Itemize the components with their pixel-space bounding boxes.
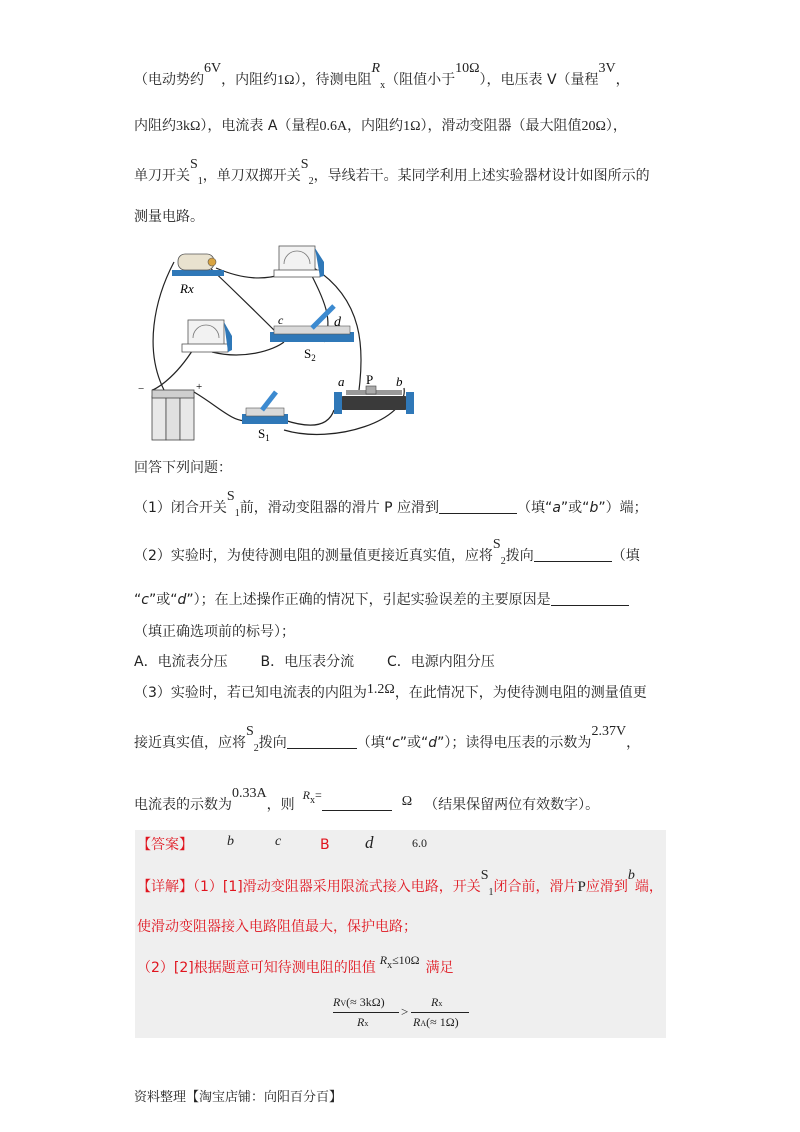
label-b: b	[396, 374, 403, 389]
label-s1: $S_1$	[258, 426, 270, 443]
text: （结果保留两位有效数字）。	[424, 797, 600, 813]
label-c: c	[278, 313, 284, 327]
s2-subscript: 2	[308, 176, 314, 187]
switch-s1	[242, 392, 288, 443]
s1-symbol: S	[226, 489, 235, 504]
option-b-text: B．电压表分流	[260, 654, 355, 670]
rx-symbol: R	[302, 788, 310, 802]
text: 拨向	[258, 735, 287, 751]
text: ，则	[266, 797, 295, 813]
ammeter	[274, 246, 324, 277]
emf-value: 6V	[204, 61, 222, 76]
text: ”）端；	[598, 500, 648, 516]
greater-than: >	[401, 1004, 409, 1019]
rv-approx: (≈ 3kΩ)	[346, 995, 385, 1009]
intro-line-4: 测量电路。	[134, 209, 204, 225]
rx-symbol: R	[357, 1015, 365, 1029]
text: ，单刀双掷开关	[202, 168, 301, 184]
text: ”）；在上述操作正确的情况下，引起实验误差的主要原因是	[186, 592, 551, 608]
question-2-line-2	[134, 590, 629, 610]
label-s2: $S_2$	[304, 346, 316, 363]
rv-symbol: R	[333, 995, 341, 1009]
rv-subscript: V	[340, 999, 347, 1008]
option-a-text: A．电流表分压	[134, 654, 228, 670]
question-3-line-2	[134, 724, 641, 755]
ammeter-range: 0.6A	[319, 119, 348, 134]
text: ”或“	[399, 735, 429, 751]
answer-2: c	[275, 834, 282, 849]
text: 前，滑动变阻器的滑片 P 应滑到	[239, 500, 440, 516]
intro-line-2	[134, 116, 627, 137]
answer-blank[interactable]	[551, 591, 629, 606]
text: （填“	[517, 500, 553, 516]
rx-condition: ≤10Ω	[392, 953, 420, 967]
text: （1）[1]滑动变阻器采用限流式接入电路，开关	[193, 879, 481, 895]
text: “	[134, 592, 142, 608]
option-b: b	[589, 500, 599, 516]
ra-approx: (≈ 1Ω)	[426, 1015, 459, 1029]
text: ，内阻约	[347, 118, 404, 134]
rx-subscript: x	[438, 999, 443, 1008]
rx-subscript: x	[387, 960, 393, 971]
ra-symbol: R	[413, 1015, 421, 1029]
text: （阻值小于	[385, 72, 456, 88]
text: ，	[626, 735, 641, 751]
s2-symbol: S	[246, 724, 254, 739]
s1-symbol: S	[190, 157, 198, 172]
answer-blank[interactable]	[534, 547, 612, 562]
fraction-2-numerator	[431, 995, 442, 1010]
text: ”或“	[560, 500, 590, 516]
s1-symbol: S	[480, 868, 489, 883]
answer-4: d	[365, 833, 374, 852]
text: （电动势约	[134, 72, 204, 88]
voltmeter-range: 3V	[598, 61, 616, 76]
answer-blank[interactable]	[439, 499, 517, 514]
s2-subscript: 2	[253, 743, 259, 754]
detail-line-3	[137, 953, 454, 980]
s1-subscript: 1	[488, 887, 494, 898]
label-p: P	[366, 372, 374, 387]
resistor-rx	[172, 254, 224, 296]
text: ”）；读得电压表的示数为	[437, 735, 592, 751]
label-plus: +	[196, 381, 203, 393]
voltage-reading: 2.37V	[591, 724, 627, 739]
rx-max: 10Ω	[455, 61, 480, 76]
inequality-formula	[333, 995, 473, 1035]
text: 单刀开关	[134, 168, 190, 184]
text: 内阻约	[134, 118, 176, 134]
option-d: d	[177, 592, 187, 608]
text: （填“	[356, 735, 393, 751]
internal-resistance: 1Ω	[277, 73, 295, 88]
answer-prompt: 回答下列问题：	[134, 460, 232, 476]
text: 拨向	[505, 548, 534, 564]
label-minus: −	[138, 383, 145, 395]
text: ，	[615, 72, 630, 88]
ammeter-resistance: 1.2Ω	[366, 682, 395, 697]
label-a: a	[338, 374, 345, 389]
text: （1）闭合开关	[134, 500, 227, 516]
rx-subscript: x	[309, 795, 315, 806]
voltmeter-resistance: 3kΩ	[176, 119, 201, 134]
footer-source: 资料整理【淘宝店铺：向阳百分百】	[134, 1090, 343, 1105]
text: 闭合前，滑片	[493, 879, 578, 895]
text: （2）实验时，为使待测电阻的测量值更接近真实值，应将	[134, 548, 493, 564]
slider-p: P	[577, 879, 586, 895]
question-1	[134, 489, 648, 520]
battery	[138, 381, 202, 440]
answer-3: B	[320, 837, 330, 853]
end-b: b	[627, 868, 635, 883]
s2-subscript: 2	[500, 556, 506, 567]
circuit-figure	[134, 240, 434, 450]
question-2-options	[134, 652, 495, 672]
current-reading: 0.33A	[232, 786, 267, 801]
intro-line-1	[134, 61, 630, 92]
detail-line-1	[137, 868, 663, 899]
detail-label: 【详解】	[137, 879, 193, 895]
label-d: d	[334, 315, 341, 330]
text: 接近真实值，应将	[134, 735, 246, 751]
voltmeter	[182, 320, 232, 352]
answer-1: b	[227, 834, 234, 849]
text: ），滑动变阻器（最大阻值	[420, 118, 582, 134]
text: ”或“	[148, 592, 178, 608]
option-c-text: C．电源内阻分压	[387, 654, 495, 670]
text: （3）实验时，若已知电流表的内阻为	[134, 685, 367, 701]
answer-blank[interactable]	[287, 734, 357, 749]
answer-label: 【答案】	[137, 837, 193, 853]
text: ），	[605, 118, 627, 134]
s2-symbol: S	[492, 537, 501, 552]
text: （填	[611, 548, 640, 564]
fraction-2-denominator	[413, 1015, 459, 1030]
s1-subscript: 1	[197, 176, 203, 187]
text: 满足	[425, 960, 454, 976]
rx-symbol: R	[431, 995, 439, 1009]
ammeter-resistance: 1Ω	[403, 119, 421, 134]
label-rx: Rx	[180, 281, 194, 296]
option-c: c	[141, 592, 149, 608]
answer-5: 6.0	[412, 836, 427, 850]
text: ），电流表 A（量程	[200, 118, 320, 134]
rx-subscript: x	[364, 1019, 369, 1028]
fraction-1-bar	[333, 1012, 399, 1013]
equals-sign: =	[314, 788, 322, 802]
text: ），待测电阻	[294, 72, 372, 88]
text: ，在此情况下，为使待测电阻的测量值更	[394, 685, 647, 701]
rx-symbol: R	[379, 953, 388, 967]
fraction-1-denominator	[357, 1015, 368, 1030]
rheostat	[334, 372, 414, 414]
rheostat-max: 20Ω	[581, 119, 606, 134]
s2-symbol: S	[300, 157, 309, 172]
question-2-line-3: （填正确选项前的标号）；	[134, 624, 295, 640]
text: 应滑到	[585, 879, 628, 895]
ra-subscript: A	[420, 1019, 427, 1028]
s1-subscript: 1	[234, 508, 240, 519]
question-3-line-3	[134, 786, 600, 817]
option-a: a	[552, 500, 561, 516]
option-d: d	[428, 735, 438, 751]
detail-line-2: 使滑动变阻器接入电路阻值最大，保护电路；	[137, 919, 417, 935]
question-2-line-1	[134, 537, 640, 568]
question-3-line-1	[134, 683, 647, 704]
switch-s2	[270, 306, 354, 363]
text: 电流表的示数为	[134, 797, 232, 813]
text: ），电压表 V（量程	[479, 72, 599, 88]
rx-subscript: x	[380, 80, 386, 91]
text: 端，	[634, 879, 663, 895]
fraction-2-bar	[411, 1012, 469, 1013]
unit-ohm: Ω	[401, 794, 413, 809]
option-c: c	[392, 735, 400, 751]
text: ，内阻约	[221, 72, 278, 88]
answer-blank[interactable]	[322, 796, 392, 811]
fraction-1-numerator	[333, 995, 385, 1010]
text: （2）[2]根据题意可知待测电阻的阻值	[137, 960, 376, 976]
intro-line-3	[134, 157, 650, 188]
text: ，导线若干。某同学利用上述实验器材设计如图所示的	[313, 168, 650, 184]
rx-symbol: R	[371, 61, 381, 76]
